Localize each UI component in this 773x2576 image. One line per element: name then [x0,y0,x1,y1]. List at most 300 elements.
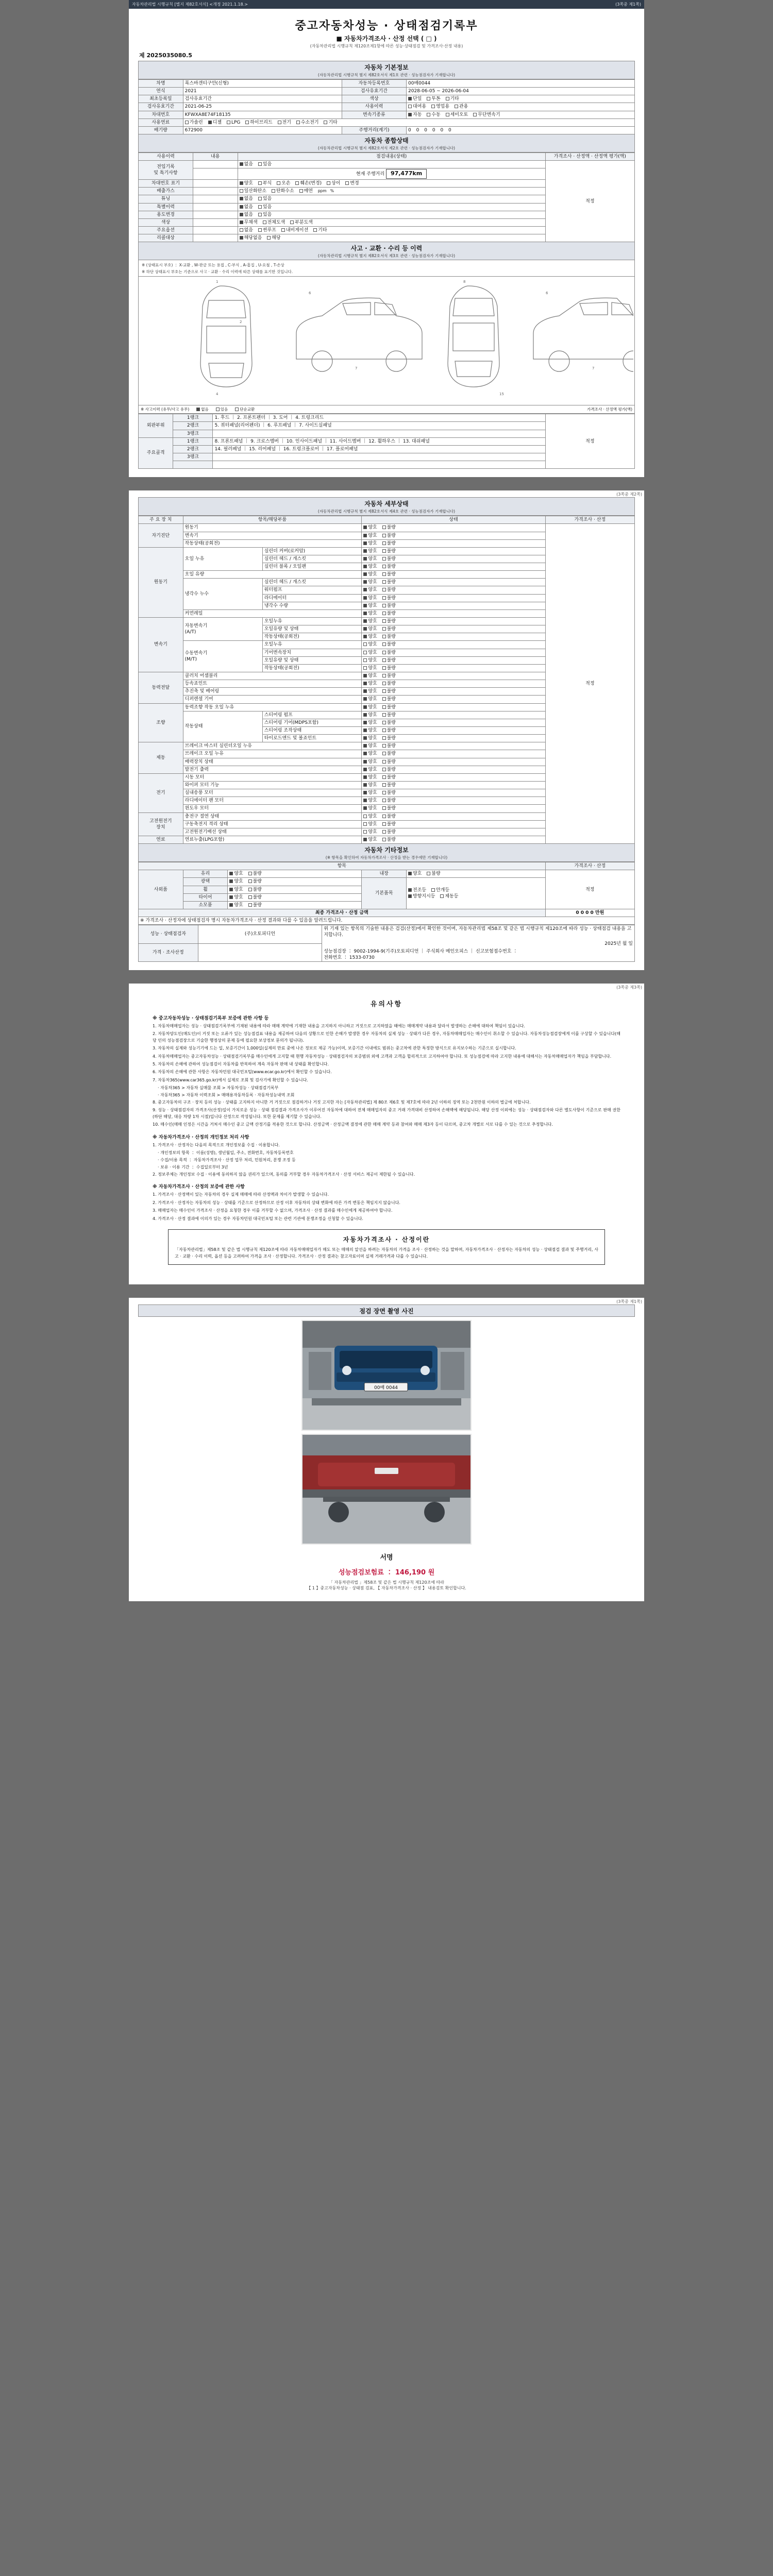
chk-none[interactable]: 없음 [240,196,253,202]
other-subtitle: (※ 항목을 확인하여 자동차가격조사 · 산정을 받는 경우에만 기재합니다) [325,855,448,860]
frame-items-1: 8. 프론트패널 ｜ 9. 크로스멤버 ｜ 10. 인사이드패널 ｜ 11. 사이드멤버 ｜ 12. 휠하우스 ｜ 13. 대쉬패널 [213,437,545,445]
rear-photo-graphic [303,1435,470,1544]
overall-row-status-3 [238,188,545,195]
overall-row-status-0 [238,161,545,168]
chk-hc[interactable]: 탄화수소 [272,188,294,194]
accident-note-1: ※ (상태표시 부호) ： X-교환 , W-판금 또는 용접 , C-부식 , A-흠집 , U-요철 , T-손상 [142,263,284,268]
chk-bad[interactable]: 불량 [248,878,262,885]
chk-bad[interactable]: 불량 [248,871,262,877]
color-option-single[interactable]: 단일 [408,96,422,102]
overall-row-label-3: 배출가스 [139,188,193,195]
use-option-business[interactable]: 영업용 [431,104,449,110]
other-row-label-2: 휠 [183,886,228,893]
org-row-label-0: 성능 · 상태점검자 [139,925,198,943]
chk-good[interactable]: 양호 [363,665,377,671]
chk-good[interactable]: 양호 [363,540,377,547]
chk-good[interactable]: 양호 [363,564,377,570]
chk-good[interactable]: 양호 [363,751,377,757]
ribbon-right: (3쪽중 제1쪽) [615,2,641,7]
chk-bad[interactable]: 불량 [382,540,396,547]
other-row-label-1: 광택 [183,878,228,886]
page-4-mark: (3쪽중 제1쪽) [616,1299,642,1304]
color-option-twotone[interactable]: 투톤 [427,96,440,102]
overall-row-sub-0 [193,161,238,168]
car-name-label: 차명 [139,80,183,88]
chk-good[interactable]: 양호 [229,902,243,908]
status-alternator [362,766,545,773]
item-psoilleak: 동력조향 작동 오일 누유 [183,703,362,711]
org-row-value-1 [198,943,322,961]
inspection-label: 검사유효기간 [342,88,406,95]
chk-na[interactable]: 해당없음 [240,235,262,241]
page-2 [129,490,644,970]
displacement-label: 배기량 [139,126,183,134]
chk-foglamp[interactable]: 안개등 [431,887,449,893]
chk-co[interactable]: 일산화탄소 [240,188,266,194]
chk-achromatic[interactable]: 무채색 [240,219,258,226]
chk-good[interactable]: 양호 [229,894,243,901]
chk-bad[interactable]: 불량 [382,579,396,585]
status-hv-wiring [362,828,545,836]
status-diffgear [362,696,545,703]
chk-bad[interactable]: 불량 [382,564,396,570]
chk-bad[interactable]: 불량 [382,829,396,835]
chk-yes[interactable]: 있음 [258,196,272,202]
privacy-item: 2. 정보주체는 개인정보 수집 · 이용에 동의하지 않을 권리가 있으며, 동의를 거부할 경우 자동차가격조사 · 산정 서비스 제공이 제한될 수 있습니다. [153,1172,415,1177]
overall-subtitle: (자동차관리법 시행규칙 별지 제82호서식 제2호 관련 · 성능점검자가 기재합니다) [317,145,456,150]
frame-items-2: 14. 필러패널 ｜ 15. 리어패널 ｜ 16. 트렁크플로어 ｜ 17. 플로어패널 [213,445,545,453]
status-coolant-level [362,602,545,609]
sub-mt-idle: 작동상태(공회전) [262,664,362,672]
chk-bad[interactable]: 불량 [382,533,396,539]
chk-good[interactable]: 양호 [363,641,377,648]
chk-bad[interactable]: 불량 [382,587,396,593]
chk-good[interactable]: 양호 [363,790,377,796]
fuel-option-diesel[interactable]: 디젤 [208,120,222,126]
chk-good[interactable]: 양호 [363,681,377,687]
page-4 [129,1298,644,1601]
chk-good[interactable]: 양호 [363,533,377,539]
chk-good[interactable]: 양호 [363,634,377,640]
chk-bad[interactable]: 불량 [382,673,396,679]
item-diffgear: 디퍼렌셜 기어 [183,696,362,703]
chk-bad[interactable]: 불량 [382,650,396,656]
overall-mileage-sub [193,168,238,180]
legend-label: ※ 사고이력 (유무/사고 유무) [141,407,190,412]
chk-good[interactable]: 양호 [363,821,377,827]
sub-steering-pump: 스티어링 펌프 [262,711,362,719]
plate-label: 자동차등록번호 [342,80,406,88]
ext-panel-label: 외판부위 [139,414,173,437]
year-value: 2021 [183,88,342,95]
overall-row-sub-2 [193,180,238,188]
fuel-option-ev[interactable]: 전기 [278,120,291,126]
basic-info-table [138,79,635,134]
chk-bad[interactable]: 불량 [382,798,396,804]
chk-good[interactable]: 양호 [363,712,377,718]
sub-at-idle: 작동상태(공회전) [262,633,362,641]
mileage-digit: 0 [424,127,427,133]
status-window-motor [362,805,545,812]
fuel-option-lpg[interactable]: LPG [227,120,240,126]
item-booster: 배력장치 상태 [183,758,362,766]
chk-bad[interactable]: 불량 [382,704,396,710]
chk-bad[interactable]: 불량 [382,805,396,811]
warranty-item: 1. 가격조사 · 산정액이 있는 자동차의 경우 실제 매매에 따라 산정액과 차이가 발생할 수 있습니다. [153,1192,329,1197]
sub-coolant-headgasket: 실린더 헤드 / 개스킷 [262,579,362,586]
other-col-appraisal: 가격조사 · 산정 [545,862,634,870]
chk-good[interactable]: 양호 [408,871,422,877]
item-radiator-fan: 라디에이터 팬 모터 [183,797,362,805]
chk-none[interactable]: 없음 [240,161,253,167]
chk-good[interactable]: 양호 [229,871,243,877]
chk-bad[interactable]: 불량 [382,681,396,687]
ribbon-left: 자동차관리법 시행규칙 [별지 제82호서식] <개정 2021.1.18.> [132,2,248,7]
sub-engine-block: 실린더 블록 / 오일팬 [262,563,362,571]
chk-good[interactable]: 양호 [363,548,377,554]
mileage-digit: 0 [448,127,451,133]
chk-good[interactable]: 양호 [363,767,377,773]
transmission-label: 변속기종류 [342,111,406,118]
group-selfdiag: 자기진단 [139,524,183,547]
item-cvjoint: 등속죠인트 [183,680,362,688]
notice-item: 8. 중고자동차의 구조 · 장치 등의 성능 · 상태를 고지하지 아니한 거 거짓으로 점검하거나 거짓 고지한 자는 [자동차관리법] 제 80조 제6호 및 제7호에 따라 2년 이하의 징역 또는 2천만원 이하의 벌금에 처합니다. [153,1100,531,1105]
status-selfdiag-trans [362,532,545,539]
chk-bad[interactable]: 불량 [382,720,396,726]
fee-label: 성능점검보험료 ： [338,1568,393,1577]
org-company: 성능점검장 ： 9002-1994-9(기주)오토피디언 ｜ 주식회사 메인오피스 ｜ 신고보험접수번호 ： [324,948,518,954]
use-option-gov[interactable]: 관용 [455,104,468,110]
chk-bad[interactable]: 불량 [382,665,396,671]
chk-bad[interactable]: 불량 [382,657,396,664]
status-engine-headgasket [362,555,545,563]
chk-bad[interactable]: 불량 [382,556,396,562]
first-reg-value: 2021-06-25 [183,103,342,111]
photos-band [138,1304,635,1317]
org-row-label-1: 가격 · 조사산정 [139,943,198,961]
overall-row-status-5 [238,203,545,211]
chk-good[interactable]: 양호 [363,571,377,578]
other-row-status-1 [228,878,362,886]
other-side-label: 사외품 [139,870,183,909]
overall-row-sub-4 [193,195,238,203]
page-1 [129,0,644,477]
status-clutch [362,672,545,680]
chk-bad[interactable]: 불량 [382,759,396,765]
warranty-item: 4. 가격조사 · 산정 결과에 이의가 있는 경우 자동차민원 대국민포털 또는 관련 기관에 분쟁조정을 신청할 수 있습니다. [153,1216,363,1221]
accident-legend [138,405,635,414]
chk-partpaint[interactable]: 부분도색 [290,219,313,226]
chk-bad[interactable]: 불량 [382,782,396,788]
other-table [138,862,635,925]
warranty-item: 2. 가격조사 · 산정자는 자동차의 성능 · 상태를 기준으로 산정하므로 산정 이후 자동차의 상태 변화에 따른 가격 변동은 책임지지 않습니다. [153,1200,400,1205]
chk-stain[interactable]: 오손 [277,180,290,187]
accident-note-2: ※ 하단 상태표시 부호는 기준으로 사고 · 교환 · 수리 이력에 따른 상태를 표기한 것입니다. [142,269,293,275]
chk-good[interactable]: 양호 [363,704,377,710]
chk-good[interactable]: 양호 [363,774,377,781]
item-engine-oilleak: 오일 누유 [183,547,262,570]
svg-text:6: 6 [546,291,548,296]
detail-band [138,497,635,516]
declaration-box [168,1229,605,1265]
notice-item: 7. 자동차365(www.car365.go.kr)에서 실제로 조회 및 검사기에 확인할 수 있습니다. [153,1077,308,1082]
basic-info-title: 자동차 기본정보 [364,64,409,71]
chk-different[interactable]: 상이 [327,180,340,187]
overall-table [138,152,635,242]
item-wiper: 와이퍼 모터 기능 [183,782,362,789]
chk-bad[interactable]: 불량 [382,821,396,827]
status-blower [362,789,545,797]
footer-note-2: 【 1 】중고자동차성능 · 상태점 검표, 【 자동차가격조사 · 산정 】 내용검토 확인합니다. [307,1585,466,1590]
chk-headlamp[interactable]: 전조등 [408,887,426,893]
chk-corrosion[interactable]: 부식 [258,180,272,187]
chk-bad[interactable]: 불량 [248,887,262,893]
accident-appraisal-value: 적정 [545,414,634,469]
ext-rank-3: 3랭크 [173,430,213,437]
fuel-option-other[interactable]: 기타 [324,120,337,126]
item-blower: 실내송풍 모터 [183,789,362,797]
chk-bad[interactable]: 불량 [382,712,396,718]
chk-good[interactable]: 양호 [363,618,377,624]
overall-row-status-4 [238,195,545,203]
other-row-label-3: 타이어 [183,893,228,901]
overall-row-sub-3 [193,188,238,195]
chk-bad[interactable]: 불량 [382,548,396,554]
reg-date-value: 검사유효기간 [183,95,342,103]
fuel-label: 사용연료 [139,118,183,126]
group-electric: 전기 [139,773,183,812]
chk-bad[interactable]: 불량 [382,626,396,632]
chk-bad[interactable]: 불량 [382,735,396,741]
chk-good[interactable]: 양호 [363,579,377,585]
chk-good[interactable]: 양호 [363,595,377,601]
chk-good[interactable]: 양호 [363,587,377,593]
chk-good[interactable]: 양호 [363,556,377,562]
overall-row-status-7 [238,218,545,226]
sub-coolant-level: 냉각수 수량 [262,602,362,609]
accident-subtitle: (자동차관리법 시행규칙 별지 제82호서식 제3호 관련 · 성능점검자가 기재합니다) [317,253,456,259]
warranty-item: 3. 매매업자는 매수인이 가격조사 · 산정을 요청한 경우 이를 거부할 수 없으며, 가격조사 · 산정 결과를 매수인에게 제공하여야 합니다. [153,1208,393,1213]
chk-good[interactable]: 양호 [363,688,377,694]
chk-good[interactable]: 양호 [363,805,377,811]
svg-text:1: 1 [216,280,219,284]
chk-bad[interactable]: 불량 [382,790,396,796]
other-row-label-0: 유리 [183,870,228,878]
chk-good[interactable]: 양호 [363,743,377,749]
chk-turnsignal[interactable]: 방향지시등 [408,893,435,900]
chk-bad[interactable]: 불량 [382,774,396,781]
detail-subtitle: (자동차관리법 시행규칙 별지 제82호서식 제4호 관련 · 성능점검자가 기재합니다) [317,509,456,514]
trans-option-cvt[interactable]: 무단변속기 [473,112,500,118]
group-transmission: 변속기 [139,618,183,672]
notice-item: 5. 자동차의 손해에 관하여 성능점검이 자동차를 반복하여 계속 자동차 판매 내 상태를 확인합니다. [153,1061,329,1066]
frame-items-3 [213,453,545,461]
frame-rank-1: 1랭크 [173,437,213,445]
chk-bad[interactable]: 불량 [427,871,440,877]
chk-good[interactable]: 양호 [363,657,377,664]
declaration-title: 자동차가격조사 · 산정이란 [343,1235,430,1243]
chk-good[interactable]: 양호 [363,696,377,702]
ext-items-3 [213,430,545,437]
chk-good[interactable]: 양호 [363,829,377,835]
chk-good[interactable]: 양호 [363,720,377,726]
trans-option-manual[interactable]: 수동 [427,112,440,118]
chk-good[interactable]: 양호 [363,611,377,617]
chk-good[interactable]: 양호 [363,603,377,609]
notice-item: 9. 성능 · 상태점검자의 가격조사(산정)일이 가치로운 성능 · 상태 점검결과 가격조사가 이루어진 자동차에 대하여 전체 매매업자의 중고 거래 가격대비 산정하여 손해액에 해당됩니다. 해당 산정 이외에는 성능 · 상태점검자와 다른 별도사항이 기준으로 판매 권한 (하단 해당, 대응 차량 1차 시점)입니다 산정으로 작성됩니다. 또한 문제를 제기할 수 있습니다. [153,1108,620,1119]
chk-good[interactable]: 양호 [363,626,377,632]
chk-bad[interactable]: 불량 [382,524,396,531]
privacy-subitem: · 수집/이용 목적 ： 자동차가격조사 · 산정 업무 처리, 민원처리, 분쟁 조정 등 [158,1158,296,1163]
chk-bad[interactable]: 불량 [382,641,396,648]
status-radiator-fan [362,797,545,805]
frame-label: 주요골격 [139,437,173,469]
chk-bad[interactable]: 불량 [382,634,396,640]
chk-yes[interactable]: 있음 [258,161,272,167]
mileage-digit: 0 [416,127,419,133]
chk-brakelamp[interactable]: 제동등 [440,893,458,900]
chk-bad[interactable]: 불량 [382,837,396,843]
chk-bad[interactable]: 불량 [382,688,396,694]
chk-applicable[interactable]: 해당 [267,235,280,241]
item-mt: 수동변속기 (M/T) [183,641,262,672]
chk-smoke[interactable]: 매연 [299,188,313,194]
overall-row-label-9: 리콜대상 [139,234,193,242]
chk-bad[interactable]: 불량 [382,595,396,601]
item-fuel-leak: 연료누출(LPG포함) [183,836,362,843]
chk-bad[interactable]: 불량 [248,902,262,908]
chk-good[interactable]: 양호 [363,782,377,788]
overall-row-sub-8 [193,226,238,234]
chk-good[interactable]: 양호 [363,735,377,741]
chk-good[interactable]: 양호 [229,878,243,885]
fuel-option-gasoline[interactable]: 가솔린 [185,120,203,126]
status-mt-oilleak [362,641,545,649]
frame-rank-2: 2랭크 [173,445,213,453]
legend-yes[interactable]: 있음 [216,406,228,412]
status-selfdiag-idle [362,539,545,547]
fuel-option-hydrogen[interactable]: 수소전기 [296,120,319,126]
unit-ppm: ppm % [317,189,334,194]
chk-bad[interactable]: 불량 [248,894,262,901]
inspection-value: 2028-06-05 ~ 2026-06-04 [407,88,635,95]
signature-table [138,925,635,962]
notice-head-3: ※ 자동차가격조사 · 산정의 보증에 관한 사항 [153,1184,245,1190]
org-row-value-0: (주)오토피디언 [198,925,322,943]
overall-row-status-8 [238,226,545,234]
detail-title: 자동차 세부상태 [364,500,409,508]
status-master-cyl [362,742,545,750]
trans-option-semi[interactable]: 세미오토 [446,112,468,118]
chk-bad[interactable]: 불량 [382,571,396,578]
chk-fullpaint[interactable]: 전체도색 [263,219,285,226]
org-note [322,925,635,962]
chk-good[interactable]: 양호 [363,650,377,656]
status-at-oillevel [362,625,545,633]
chk-bad[interactable]: 불량 [382,814,396,820]
chk-yes[interactable]: 있음 [258,212,272,218]
chk-bad[interactable]: 불량 [382,696,396,702]
overall-row-label-4: 튜닝 [139,195,193,203]
chk-bad[interactable]: 불량 [382,727,396,734]
privacy-subitem: · 개인정보의 항목 ： 이름(성명), 생년월일, 주소, 전화번호, 자동차등록번호 [158,1150,294,1156]
chk-good[interactable]: 양호 [363,673,377,679]
status-coolant-radiator [362,594,545,602]
status-at-oilleak [362,618,545,625]
chk-changed[interactable]: 변경 [345,180,359,187]
chk-none[interactable]: 없음 [240,204,253,210]
group-fuel: 연료 [139,836,183,843]
legend-none[interactable]: 없음 [196,406,209,412]
group-powertrain: 동력전달 [139,672,183,704]
status-tierod [362,735,545,742]
overall-col-3: 점검내용(상태) [238,152,545,160]
chk-none[interactable]: 없음 [240,212,253,218]
chk-good[interactable]: 양호 [229,887,243,893]
notice-subitem: · 자동차365 > 자동차 이력조회 > 매매용자동차등록 · 자동차성능내역 조회 [158,1093,295,1098]
chk-yes[interactable]: 있음 [258,204,272,210]
chk-good[interactable]: 양호 [363,814,377,820]
item-engine-oillevel: 오일 유량 [183,571,362,579]
chk-bad[interactable]: 불량 [382,743,396,749]
item-steering-operation: 작동상태 [183,711,262,742]
chk-bad[interactable]: 불량 [382,611,396,617]
item-commonrail: 커먼레일 [183,609,362,617]
sub-mt-shifter: 기어변속장치 [262,649,362,656]
use-option-rental[interactable]: 대여용 [408,104,426,110]
chk-none[interactable]: 없음 [240,227,253,233]
trans-option-auto[interactable]: 자동 [408,112,422,118]
org-date: 2025년 월 일 [604,941,633,946]
overall-row-label-8: 주요옵션 [139,226,193,234]
group-engine: 원동기 [139,547,183,617]
use-history-label: 사용이력 [342,103,406,111]
chk-good[interactable]: 양호 [363,837,377,843]
item-selfdiag-engine: 원동기 [183,524,362,532]
item-selfdiag-idle: 작동상태(공회전) [183,539,362,547]
chk-bad[interactable]: 불량 [382,767,396,773]
chk-good[interactable]: 양호 [363,759,377,765]
fee-row [138,1564,635,1580]
chk-good[interactable]: 양호 [240,180,253,187]
chk-bad[interactable]: 불량 [382,618,396,624]
chk-bad[interactable]: 불량 [382,751,396,757]
overall-col-2: 내용 [193,152,238,160]
chk-navigation[interactable]: 내비게이션 [281,227,308,233]
status-mt-idle [362,664,545,672]
chk-damaged[interactable]: 훼손(변경) [295,180,322,187]
chk-good[interactable]: 양호 [363,727,377,734]
chk-bad[interactable]: 불량 [382,603,396,609]
car-diagram-svg [139,277,633,404]
legend-simple[interactable]: 단순교환 [235,406,255,412]
color-options [407,95,635,103]
fuel-option-hybrid[interactable]: 하이브리드 [245,120,272,126]
other-std-label: 기본품목 [362,878,407,909]
chk-good[interactable]: 양호 [363,798,377,804]
color-option-other[interactable]: 기타 [446,96,459,102]
reg-date-label: 최초등록일 [139,95,183,103]
chk-good[interactable]: 양호 [363,524,377,531]
overall-row-label-2: 차대번호 표기 [139,180,193,188]
privacy-subitem: · 보유 · 이용 기간 ： 수집일로부터 3년 [158,1165,228,1170]
chk-sunroof[interactable]: 썬루프 [258,227,276,233]
displacement-value: 672900 [183,126,342,134]
front-photo-graphic [303,1321,470,1430]
status-starter [362,773,545,781]
chk-other[interactable]: 기타 [313,227,327,233]
svg-text:4: 4 [216,392,219,397]
